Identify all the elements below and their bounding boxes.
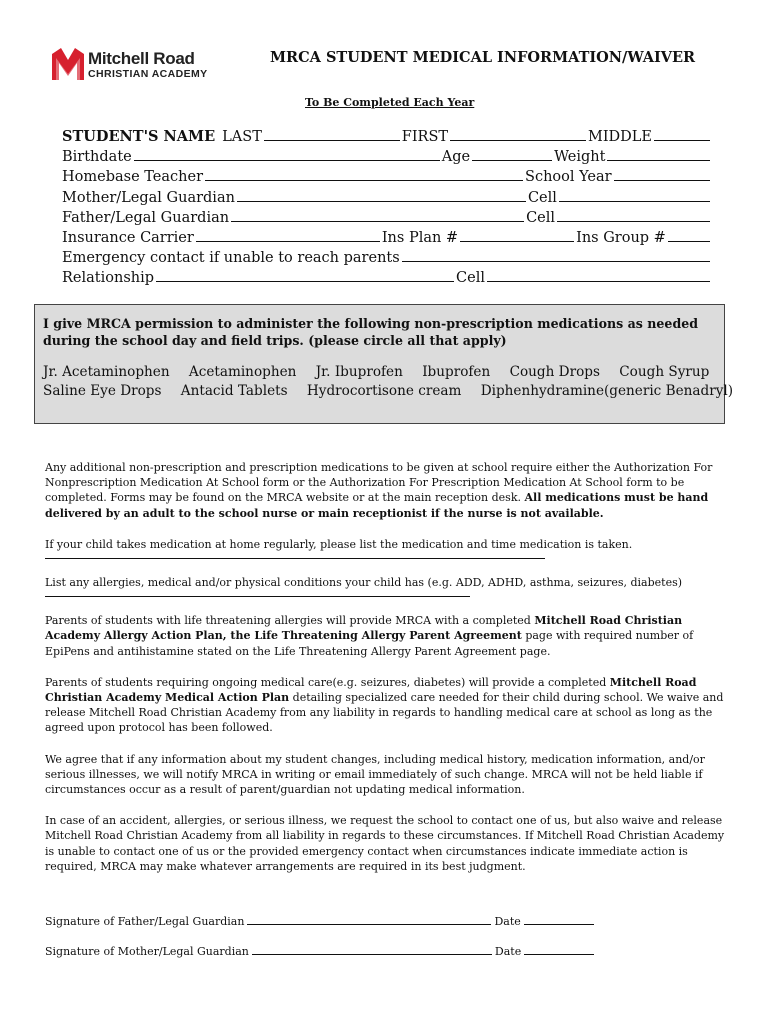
medication-row-1 (43, 363, 748, 382)
mother-cell-field[interactable] (559, 187, 710, 202)
page-title: MRCA STUDENT MEDICAL INFORMATION/WAIVER (270, 49, 696, 66)
homebase-teacher-field[interactable] (205, 166, 523, 181)
age-label: Age (441, 149, 471, 166)
first-name-field[interactable] (450, 126, 586, 141)
permission-heading: I give MRCA permission to administer the following non-prescription medications as needed during the school day and field trips. (please circle all that apply) (43, 316, 699, 348)
insurance-row (62, 227, 712, 247)
med-option[interactable]: Diphenhydramine(generic Benadryl) (480, 382, 734, 399)
med-option[interactable]: Jr. Acetaminophen (43, 364, 170, 380)
middle-name-field[interactable] (654, 126, 710, 141)
father-cell-field[interactable] (557, 207, 710, 222)
school-year-field[interactable] (614, 166, 710, 181)
ins-plan-field[interactable] (460, 227, 574, 242)
last-label: LAST (222, 129, 262, 145)
father-row (62, 207, 712, 227)
father-label: Father/Legal Guardian (62, 209, 230, 226)
mother-date-field[interactable] (524, 944, 594, 955)
weight-label: Weight (554, 149, 606, 166)
page-subtitle: To Be Completed Each Year (305, 96, 475, 109)
father-date-label: Date (494, 915, 521, 928)
insurance-carrier-field[interactable] (196, 227, 380, 242)
med-option[interactable]: Saline Eye Drops (43, 382, 162, 399)
father-cell-label: Cell (526, 209, 556, 226)
relationship-row (62, 267, 712, 287)
medication-permission-box (34, 304, 734, 424)
med-option[interactable]: Hydrocortisone cream (306, 382, 462, 399)
paragraph-info-changes: We agree that if any information about my student changes, including medical history, medication information, and/or serious illnesses, we will notify MRCA in writing or email immediately of such change. MRCA will not be held liable if circumstances occur as a result of parent/guardian not updating medical information. (45, 752, 705, 797)
birthdate-field[interactable] (134, 146, 440, 161)
med-option[interactable]: Ibuprofen (422, 364, 491, 380)
paragraph-emergency: In case of an accident, allergies, or serious illness, we request the school to contact one of us, but also waive and release Mitchell Road Christian Academy from all liability in regards to these circumstances. If Mitchell Road Christian Academy is unable to contact one of us or the provided emergency contact when circumstances indicate immediate action is required, MRCA may make whatever arrangements are required in its best judgment. (45, 814, 725, 873)
med-option[interactable]: Cough Syrup (619, 364, 710, 380)
father-signature-row (45, 914, 597, 928)
mrca-logo-icon (50, 46, 86, 82)
relationship-cell-field[interactable] (487, 267, 710, 282)
logo-name: Mitchell Road (88, 49, 195, 68)
emergency-contact-field[interactable] (402, 247, 710, 262)
birthdate-row (62, 146, 712, 166)
homebase-teacher-label: Homebase Teacher (62, 169, 204, 186)
insurance-carrier-label: Insurance Carrier (62, 230, 194, 247)
school-logo (50, 46, 208, 82)
mother-signature-field[interactable] (252, 944, 492, 955)
middle-label: MIDDLE (587, 129, 653, 145)
mother-signature-label: Signature of Mother/Legal Guardian (45, 945, 249, 958)
mother-field[interactable] (237, 187, 526, 202)
weight-field[interactable] (607, 146, 710, 161)
last-name-field[interactable] (264, 126, 400, 141)
waiver-body (45, 460, 735, 874)
relationship-field[interactable] (156, 267, 454, 282)
med-option[interactable]: Antacid Tablets (180, 382, 288, 399)
paragraph-allergies: List any allergies, medical and/or physical conditions your child has (e.g. ADD, ADHD, asthma, seizures, diabetes) (45, 576, 683, 590)
med-option[interactable]: Cough Drops (509, 364, 600, 380)
emergency-row (62, 247, 712, 267)
birthdate-label: Birthdate (62, 149, 132, 166)
home-medication-field[interactable] (45, 552, 545, 559)
ins-group-label: Ins Group # (576, 230, 666, 247)
father-date-field[interactable] (524, 914, 594, 925)
student-info-fields (62, 126, 712, 288)
relationship-label: Relationship (62, 270, 155, 287)
father-field[interactable] (231, 207, 524, 222)
mother-row (62, 187, 712, 207)
emergency-contact-label: Emergency contact if unable to reach parents (62, 250, 400, 267)
paragraph-medical-plan: Parents of students requiring ongoing medical care(e.g. seizures, diabetes) will provide a completed Mitchell Road Christian Academy Medical Action Plan detailing specialized care needed for their child during school. We waive and release Mitchell Road Christian Academy from any liability in regards to handling medical care at school as long as the agreed upon protocol has been followed. (45, 675, 724, 735)
first-label: FIRST (401, 129, 449, 145)
mother-cell-label: Cell (527, 189, 557, 206)
relationship-cell-label: Cell (456, 270, 485, 287)
mother-date-label: Date (494, 945, 522, 958)
med-option[interactable]: Jr. Ibuprofen (315, 364, 403, 380)
paragraph-home-medication: If your child takes medication at home regularly, please list the medication and time medication is taken. (45, 537, 633, 551)
students-name-label: STUDENT'S NAME (62, 128, 216, 145)
medication-row-2 (43, 382, 748, 401)
father-signature-field[interactable] (247, 914, 491, 925)
age-field[interactable] (472, 146, 552, 161)
allergies-field[interactable] (45, 590, 470, 597)
mother-label: Mother/Legal Guardian (62, 189, 235, 206)
logo-subname: CHRISTIAN ACADEMY (88, 68, 208, 80)
mother-signature-row (45, 944, 597, 958)
school-year-label: School Year (525, 169, 612, 186)
medication-options (43, 363, 748, 400)
paragraph-forms: Any additional non-prescription and prescription medications to be given at school require either the Authorization For Nonprescription Medication At School form or the Authorization For Prescription Medication At School form to be completed. Forms may be found on the MRCA website or at the main reception desk. All medications must be hand delivered by an adult to the school nurse or main receptionist if the nurse is not available. (45, 461, 713, 520)
paragraph-allergy-plan: Parents of students with life threatening allergies will provide MRCA with a completed Mitchell Road Christian Academy Allergy Action Plan, the Life Threatening Allergy Parent Agreement page with required number of EpiPens and antihistamine stated on the Life Threatening Allergy Parent Agreement page. (45, 614, 694, 658)
teacher-row (62, 166, 712, 186)
name-row (62, 126, 712, 146)
ins-plan-label: Ins Plan # (381, 230, 459, 247)
med-option[interactable]: Acetaminophen (188, 364, 297, 380)
ins-group-field[interactable] (668, 227, 710, 242)
father-signature-label: Signature of Father/Legal Guardian (45, 915, 245, 928)
